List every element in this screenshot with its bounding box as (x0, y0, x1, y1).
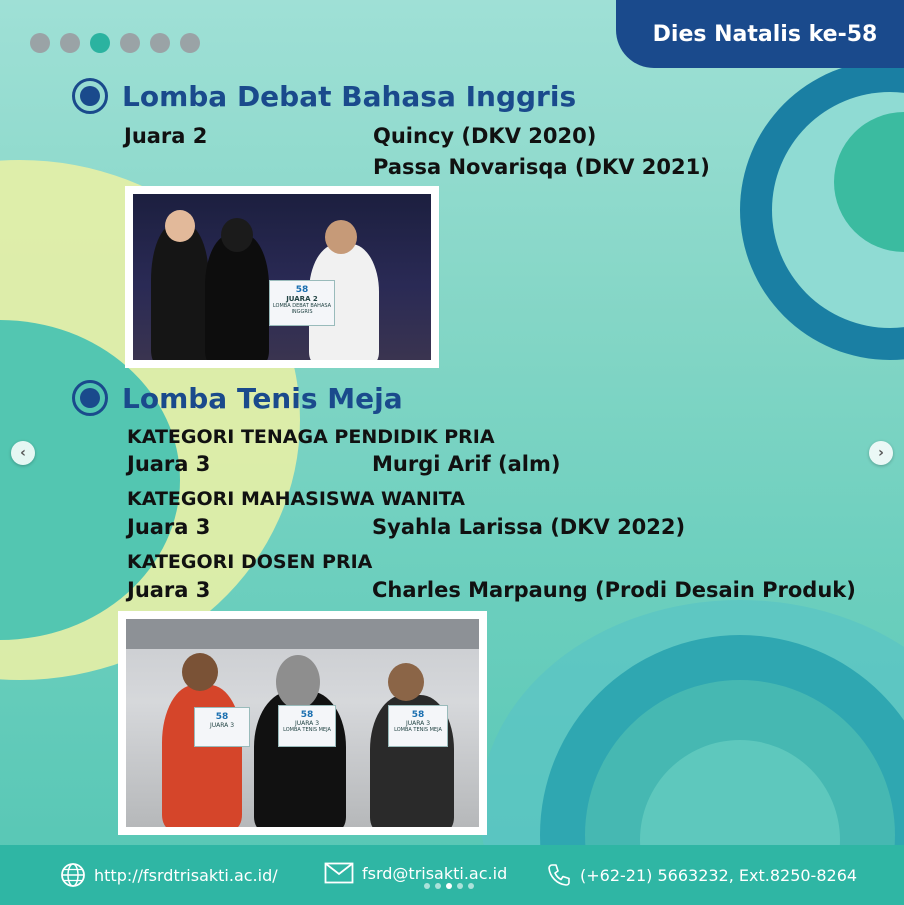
footer-email[interactable] (324, 862, 507, 884)
debat-rank: Juara 2 (124, 124, 208, 148)
email-link[interactable]: fsrd@trisakti.ac.id (362, 863, 508, 883)
carousel-dot[interactable] (120, 33, 140, 53)
carousel-dot[interactable] (60, 33, 80, 53)
section-debat-header (72, 78, 576, 114)
cert-subtitle: LOMBA TENIS MEJA (283, 727, 331, 733)
debat-photo (125, 186, 439, 368)
category-rank: Juara 3 (127, 578, 211, 602)
cert-title: JUARA 3 (294, 720, 320, 727)
badge-label: Dies Natalis ke-58 (652, 21, 878, 47)
carousel-dot[interactable] (180, 33, 200, 53)
footer-website[interactable] (60, 862, 278, 888)
cert-badge: 58 (300, 710, 314, 720)
cert-badge: 58 (295, 285, 309, 295)
cert-badge: 58 (411, 710, 425, 720)
category-label: KATEGORI DOSEN PRIA (127, 551, 373, 573)
phone-number: (+62-21) 5663232, Ext.8250-8264 (580, 865, 858, 885)
certificate (388, 705, 448, 747)
category-winner: Syahla Larissa (DKV 2022) (372, 515, 686, 539)
debat-winner-2: Passa Novarisqa (DKV 2021) (373, 155, 710, 179)
phone-icon (546, 862, 572, 888)
page-dot[interactable] (424, 883, 430, 889)
carousel-dot[interactable] (30, 33, 50, 53)
category-rank: Juara 3 (127, 452, 211, 476)
carousel-dot-active[interactable] (90, 33, 110, 53)
certificate (278, 705, 336, 747)
page-dot[interactable] (457, 883, 463, 889)
category-rank: Juara 3 (127, 515, 211, 539)
page-dot[interactable] (468, 883, 474, 889)
target-bullet-icon (72, 380, 108, 416)
page-dot-active[interactable] (446, 883, 452, 889)
section-title: Lomba Debat Bahasa Inggris (122, 79, 577, 113)
cert-badge: 58 (215, 712, 229, 722)
cert-title: JUARA 3 (209, 722, 235, 729)
footer-phone[interactable] (546, 862, 857, 888)
page-dot[interactable] (435, 883, 441, 889)
carousel-dot[interactable] (150, 33, 170, 53)
website-link[interactable]: http://fsrdtrisakti.ac.id/ (94, 865, 278, 885)
prev-arrow-glyph: ‹ (20, 445, 26, 461)
cert-title: JUARA 3 (405, 720, 431, 727)
cert-subtitle: LOMBA DEBAT BAHASA INGGRIS (272, 303, 332, 315)
category-winner: Murgi Arif (alm) (372, 452, 561, 476)
debat-winner-1: Quincy (DKV 2020) (373, 124, 597, 148)
certificate (194, 707, 250, 747)
page-indicator (424, 883, 474, 889)
dies-natalis-badge (616, 0, 904, 68)
category-winner: Charles Marpaung (Prodi Desain Produk) (372, 578, 856, 602)
category-label: KATEGORI TENAGA PENDIDIK PRIA (127, 426, 495, 448)
category-label: KATEGORI MAHASISWA WANITA (127, 488, 466, 510)
next-arrow-glyph: › (878, 445, 884, 461)
next-arrow-icon[interactable] (869, 441, 893, 465)
prev-arrow-icon[interactable] (11, 441, 35, 465)
mail-icon (324, 862, 354, 884)
globe-icon (60, 862, 86, 888)
carousel-dots (30, 33, 200, 53)
section-title: Lomba Tenis Meja (122, 381, 403, 415)
certificate (269, 280, 335, 326)
cert-subtitle: LOMBA TENIS MEJA (394, 727, 442, 733)
target-bullet-icon (72, 78, 108, 114)
tenis-photo (118, 611, 487, 835)
section-tenis-header (72, 380, 403, 416)
cert-title: JUARA 2 (286, 295, 318, 303)
